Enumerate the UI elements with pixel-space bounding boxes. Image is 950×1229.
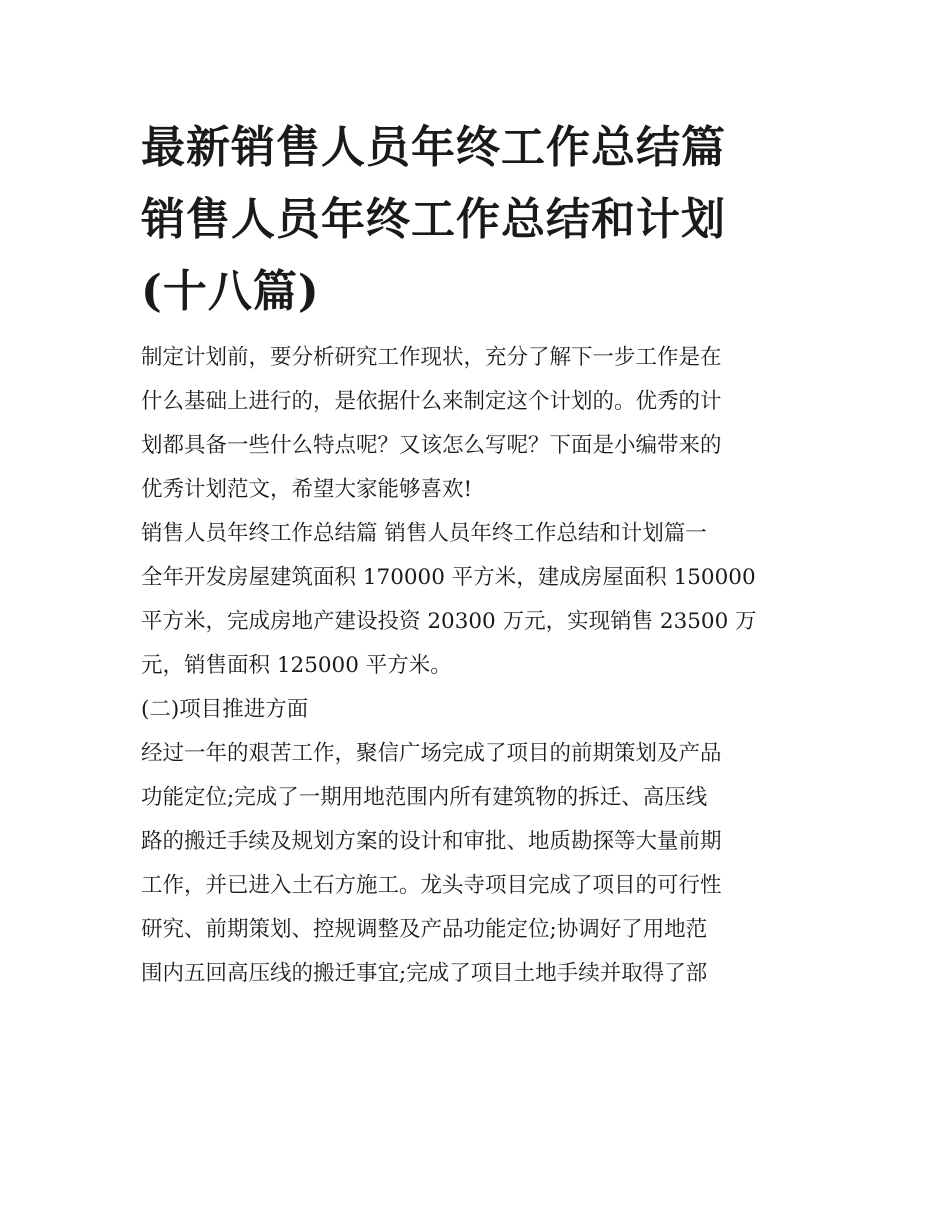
document-title xyxy=(141,112,813,328)
text-line: 围内五回高压线的搬迁事宜;完成了项目土地手续并取得了部 xyxy=(141,961,708,986)
intro-paragraph xyxy=(141,336,813,512)
text-line: 制定计划前，要分析研究工作现状，充分了解下一步工作是在 xyxy=(141,345,722,370)
text-line: 优秀计划范文，希望大家能够喜欢! xyxy=(141,477,473,502)
text-line: 工作，并已进入土石方施工。龙头寺项目完成了项目的可行性 xyxy=(141,873,722,898)
text-line: 研究、前期策划、控规调整及产品功能定位;协调好了用地范 xyxy=(141,917,708,942)
text-line: 元，销售面积 125000 平方米。 xyxy=(141,653,452,678)
text-line: 销售人员年终工作总结篇 销售人员年终工作总结和计划篇一 xyxy=(141,521,707,546)
title-line-3: (十八篇) xyxy=(141,266,320,317)
document-page xyxy=(141,112,813,996)
text-line: 功能定位;完成了一期用地范围内所有建筑物的拆迁、高压线 xyxy=(141,785,708,810)
project-progress-paragraph xyxy=(141,732,813,996)
text-line: (二)项目推进方面 xyxy=(141,697,309,722)
title-line-2: 销售人员年终工作总结和计划 xyxy=(141,194,726,245)
text-line: 经过一年的艰苦工作，聚信广场完成了项目的前期策划及产品 xyxy=(141,741,722,766)
text-line: 平方米，完成房地产建设投资 20300 万元，实现销售 23500 万 xyxy=(141,609,757,634)
statistics-paragraph xyxy=(141,556,813,688)
title-line-1: 最新销售人员年终工作总结篇 xyxy=(141,122,726,173)
section-heading-paragraph xyxy=(141,512,813,556)
text-line: 什么基础上进行的，是依据什么来制定这个计划的。优秀的计 xyxy=(141,389,722,414)
text-line: 全年开发房屋建筑面积 170000 平方米，建成房屋面积 150000 xyxy=(141,565,756,590)
subsection-heading xyxy=(141,688,813,732)
text-line: 路的搬迁手续及规划方案的设计和审批、地质勘探等大量前期 xyxy=(141,829,722,854)
text-line: 划都具备一些什么特点呢？又该怎么写呢？下面是小编带来的 xyxy=(141,433,722,458)
